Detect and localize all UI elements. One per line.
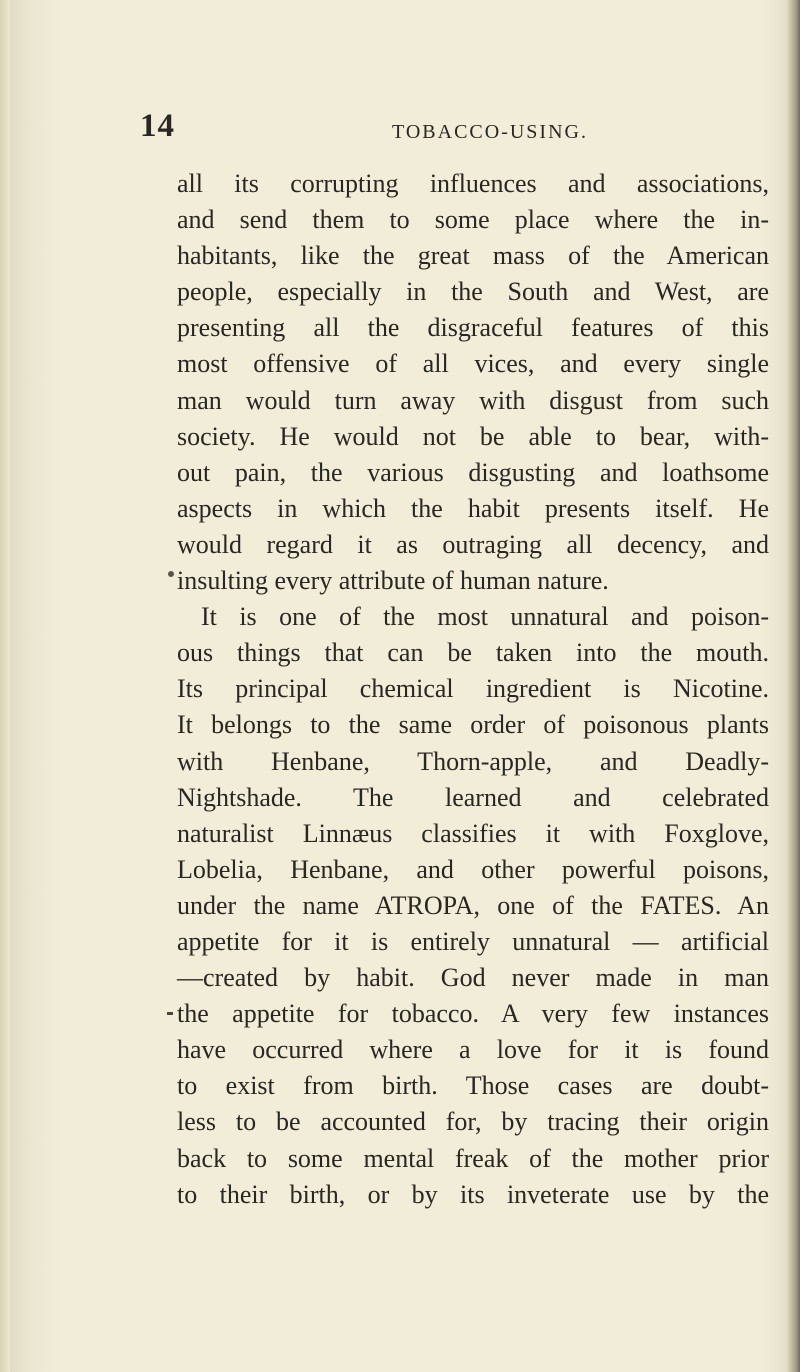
text-line: would regard it as outraging all decency, and: [177, 529, 769, 559]
text-line: and send them to some place where the in-: [177, 205, 769, 235]
page-number: 14: [140, 108, 175, 144]
text-line: society. He would not be able to bear, with-: [177, 421, 769, 451]
text-line: ous things that can be taken into the mouth.: [177, 638, 769, 668]
text-line: naturalist Linnæus classifies it with Foxglove,: [177, 818, 769, 848]
text-line: under the name ATROPA, one of the FATES. An: [177, 890, 769, 920]
text-line: with Henbane, Thorn-apple, and Deadly-: [177, 746, 769, 776]
text-line: It belongs to the same order of poisonous plants: [177, 710, 769, 740]
text-line: back to some mental freak of the mother prior: [177, 1143, 769, 1173]
text-line: insulting every attribute of human nature.: [177, 566, 609, 596]
text-line: aspects in which the habit presents itself. He: [177, 493, 769, 523]
text-line: people, especially in the South and West, are: [177, 277, 769, 307]
text-line: habitants, like the great mass of the American: [177, 241, 769, 271]
body-text: [177, 166, 769, 1213]
text-line: out pain, the various disgusting and loathsome: [177, 457, 769, 487]
text-line: less to be accounted for, by tracing their origin: [177, 1107, 769, 1137]
running-title: TOBACCO-USING.: [392, 121, 588, 143]
text-line: all its corrupting influences and associations,: [177, 169, 769, 198]
text-line: the appetite for tobacco. A very few instances: [177, 999, 769, 1029]
text-line: Lobelia, Henbane, and other powerful poisons,: [177, 854, 769, 884]
margin-tick: [167, 1012, 173, 1015]
text-line: Nightshade. The learned and celebrated: [177, 782, 769, 812]
page-right-edge: [786, 0, 800, 1372]
text-line: appetite for it is entirely unnatural — artificial: [177, 926, 769, 956]
text-line: man would turn away with disgust from such: [177, 385, 769, 415]
running-head: [0, 108, 800, 152]
text-line: have occurred where a love for it is found: [177, 1035, 769, 1065]
text-line: It is one of the most unnatural and poison-: [201, 602, 769, 632]
text-line: presenting all the disgraceful features of this: [177, 313, 769, 343]
margin-mark: [168, 571, 174, 577]
text-line: most offensive of all vices, and every single: [177, 349, 769, 379]
text-line: to their birth, or by its inveterate use by the: [177, 1179, 769, 1209]
text-line: to exist from birth. Those cases are doubt-: [177, 1071, 769, 1101]
page-left-edge: [0, 0, 10, 1372]
text-line: —created by habit. God never made in man: [177, 963, 769, 993]
text-line: Its principal chemical ingredient is Nicotine.: [177, 674, 769, 704]
